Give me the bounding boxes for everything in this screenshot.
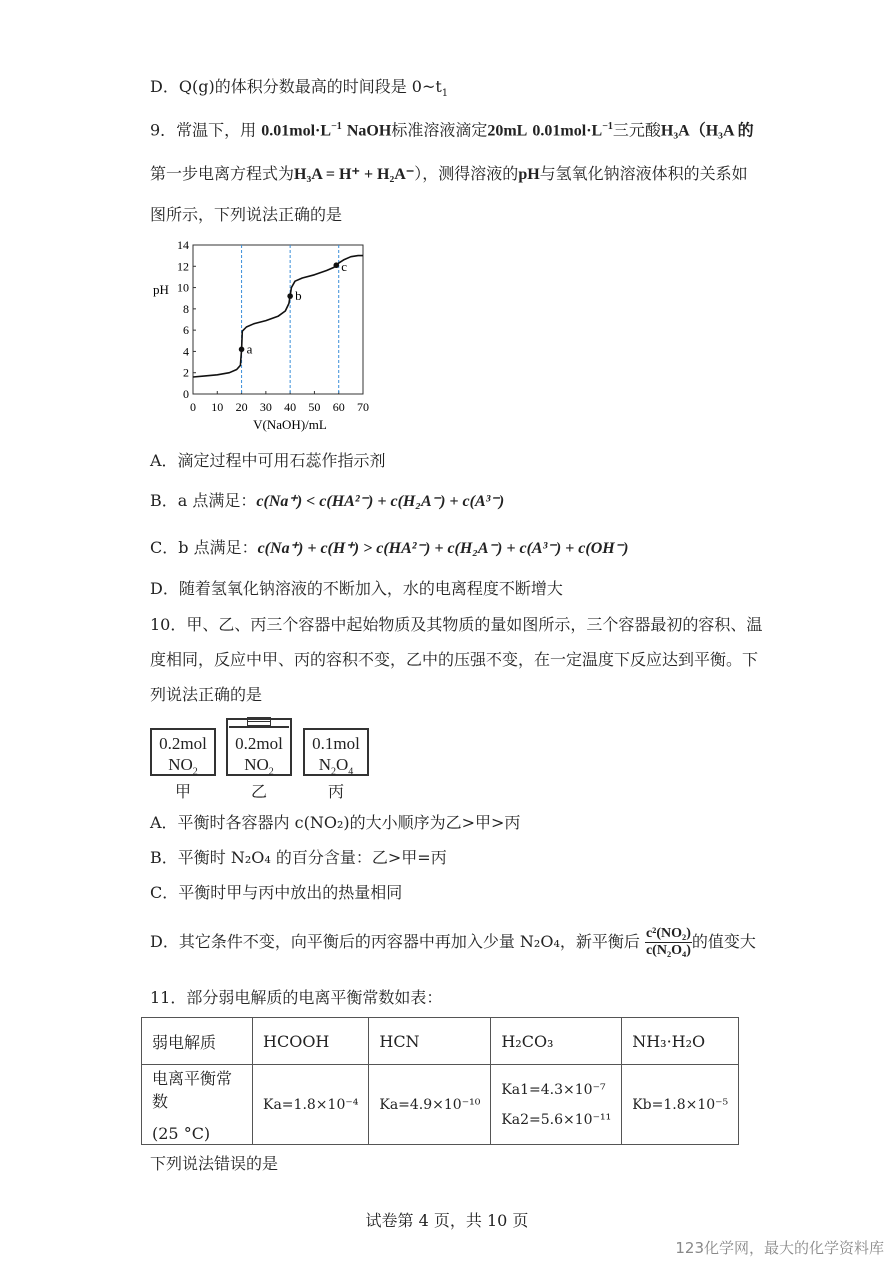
- container-jia: [150, 728, 216, 776]
- point-label: b: [295, 288, 302, 304]
- constant: Ka1=4.3×10⁻⁷: [501, 1081, 606, 1098]
- option-label: B．a 点满足：: [150, 491, 257, 510]
- formula: NO: [168, 755, 193, 774]
- q10-option-b: B．平衡时 N₂O₄ 的百分含量：乙>甲=丙: [150, 848, 447, 867]
- table-header-row: [142, 1018, 739, 1065]
- label-yi: 乙: [250, 782, 267, 801]
- x-tick-label: 30: [259, 400, 272, 414]
- text: 9．常温下，用: [150, 120, 257, 140]
- subscript: 1: [441, 88, 449, 100]
- y-axis-label: pH: [153, 281, 169, 297]
- watermark: 123化学网，最大的化学资料库: [675, 1239, 884, 1257]
- acid-formula: H₃A（H₃A 的: [660, 122, 754, 140]
- table-header: H₂CO₃: [491, 1018, 622, 1065]
- q10-option-d: [150, 926, 756, 959]
- q9-stem-line1: [150, 116, 754, 142]
- subscript: 2: [331, 766, 336, 778]
- superscript: −1: [602, 121, 613, 132]
- y-tick-label: 6: [183, 323, 189, 338]
- subscript: 2: [268, 766, 274, 778]
- constant: Ka2=5.6×10⁻¹¹: [501, 1111, 612, 1128]
- y-tick-label: 0: [183, 387, 189, 401]
- table-cell: Kb=1.8×10⁻⁵: [622, 1065, 739, 1145]
- volume: 20mL: [487, 122, 528, 140]
- point-a: [239, 347, 245, 353]
- concentration: 0.01mol·L: [532, 122, 603, 140]
- numerator: c²(NO₂): [645, 926, 691, 941]
- option-label: C．b 点满足：: [150, 538, 258, 557]
- amount: 0.2mol: [159, 734, 207, 753]
- x-tick-label: 0: [190, 400, 196, 414]
- x-tick-label: 60: [332, 400, 345, 414]
- naoh: NaOH: [346, 122, 392, 140]
- row-label: (25 °C): [152, 1124, 211, 1143]
- y-tick-label: 8: [183, 301, 189, 316]
- q9-stem-line2: [150, 163, 748, 186]
- option-text: Q(g)的体积分数最高的时间段是 0~t: [178, 77, 442, 96]
- subscript: 2: [192, 766, 198, 778]
- titration-chart: [150, 236, 390, 436]
- table-header: 弱电解质: [142, 1018, 253, 1065]
- q9-option-d: D．随着氢氧化钠溶液的不断加入，水的电离程度不断增大: [150, 579, 563, 598]
- q9-option-c: [150, 537, 628, 560]
- equation: c(Na⁺) < c(HA²⁻) + c(H₂A⁻) + c(A³⁻): [256, 493, 505, 510]
- point-label: c: [341, 259, 348, 275]
- row-label: 电离平衡常数: [152, 1069, 233, 1111]
- ph: pH: [518, 166, 540, 183]
- equation: c(Na⁺) + c(H⁺) > c(HA²⁻) + c(H₂A⁻) + c(A³⁻) + c(OH⁻): [257, 540, 629, 557]
- x-tick-label: 70: [357, 400, 369, 414]
- titration-curve: [193, 256, 363, 377]
- ionization-equation: H₃A = H⁺ + H₂A⁻: [294, 166, 415, 183]
- formula: N: [318, 755, 331, 774]
- q10-option-c: C．平衡时甲与丙中放出的热量相同: [150, 883, 403, 902]
- table-cell: Ka=4.9×10⁻¹⁰: [369, 1065, 491, 1145]
- q10-stem-line3: 列说法正确的是: [150, 685, 263, 704]
- text: 三元酸: [612, 120, 661, 140]
- x-tick-label: 40: [284, 400, 297, 414]
- table-row: [142, 1065, 739, 1145]
- text: ），测得溶液的: [414, 164, 519, 183]
- formula: O: [336, 755, 349, 774]
- table-header: HCOOH: [253, 1018, 369, 1065]
- table-cell: [142, 1065, 253, 1145]
- y-tick-label: 2: [183, 365, 189, 380]
- label-jia: 甲: [174, 782, 191, 801]
- text: 第一步电离方程式为: [150, 164, 295, 183]
- x-tick-label: 10: [211, 400, 224, 414]
- amount: 0.1mol: [312, 734, 360, 753]
- text: 标准溶液滴定: [391, 120, 488, 140]
- formula: NO: [244, 755, 269, 774]
- q9-stem-line3: 图所示，下列说法正确的是: [150, 205, 343, 224]
- y-tick-label: 12: [177, 259, 189, 274]
- x-tick-label: 50: [308, 400, 321, 414]
- concentration: 0.01mol·L: [261, 122, 332, 140]
- table-cell: Ka=1.8×10⁻⁴: [253, 1065, 369, 1145]
- y-tick-label: 4: [183, 344, 189, 359]
- option-text: 的值变大: [691, 932, 756, 951]
- ionization-constant-table: [141, 1017, 739, 1145]
- denominator: c(N₂O₄): [645, 943, 691, 958]
- option-text: D．其它条件不变，向平衡后的丙容器中再加入少量 N₂O₄，新平衡后: [150, 932, 640, 951]
- q10-stem-line1: 10．甲、乙、丙三个容器中起始物质及其物质的量如图所示，三个容器最初的容积、温: [150, 615, 763, 634]
- q9-option-a: A．滴定过程中可用石蕊作指示剂: [150, 451, 386, 470]
- q11-stem: 11．部分弱电解质的电离平衡常数如表：: [150, 988, 443, 1007]
- point-label: a: [246, 341, 253, 357]
- container-yi: [226, 718, 292, 776]
- q11-after-table: 下列说法错误的是: [150, 1154, 279, 1173]
- y-tick-label: 10: [177, 280, 189, 295]
- option-label: D．: [150, 77, 179, 96]
- q9-option-b: [150, 490, 504, 513]
- point-c: [333, 262, 339, 268]
- point-b: [287, 293, 293, 299]
- q8-option-d: [150, 76, 448, 105]
- amount: 0.2mol: [235, 734, 283, 753]
- page-footer: 试卷第 4 页，共 10 页: [365, 1211, 529, 1230]
- superscript: −1: [331, 121, 342, 132]
- subscript: 4: [348, 766, 354, 778]
- table-header: NH₃·H₂O: [622, 1018, 739, 1065]
- y-tick-label: 14: [177, 238, 189, 252]
- table-cell: [491, 1065, 622, 1145]
- q10-stem-line2: 度相同，反应中甲、丙的容积不变，乙中的压强不变，在一定温度下反应达到平衡。下: [150, 650, 759, 669]
- x-tick-label: 20: [235, 400, 248, 414]
- table-header: HCN: [369, 1018, 491, 1065]
- fraction: [645, 926, 692, 959]
- x-axis-label: V(NaOH)/mL: [253, 417, 327, 432]
- q10-option-a: A．平衡时各容器内 c(NO₂)的大小顺序为乙>甲>丙: [150, 813, 521, 832]
- container-bing: [303, 728, 369, 776]
- label-bing: 丙: [327, 782, 344, 801]
- text: 与氢氧化钠溶液体积的关系如: [539, 164, 748, 183]
